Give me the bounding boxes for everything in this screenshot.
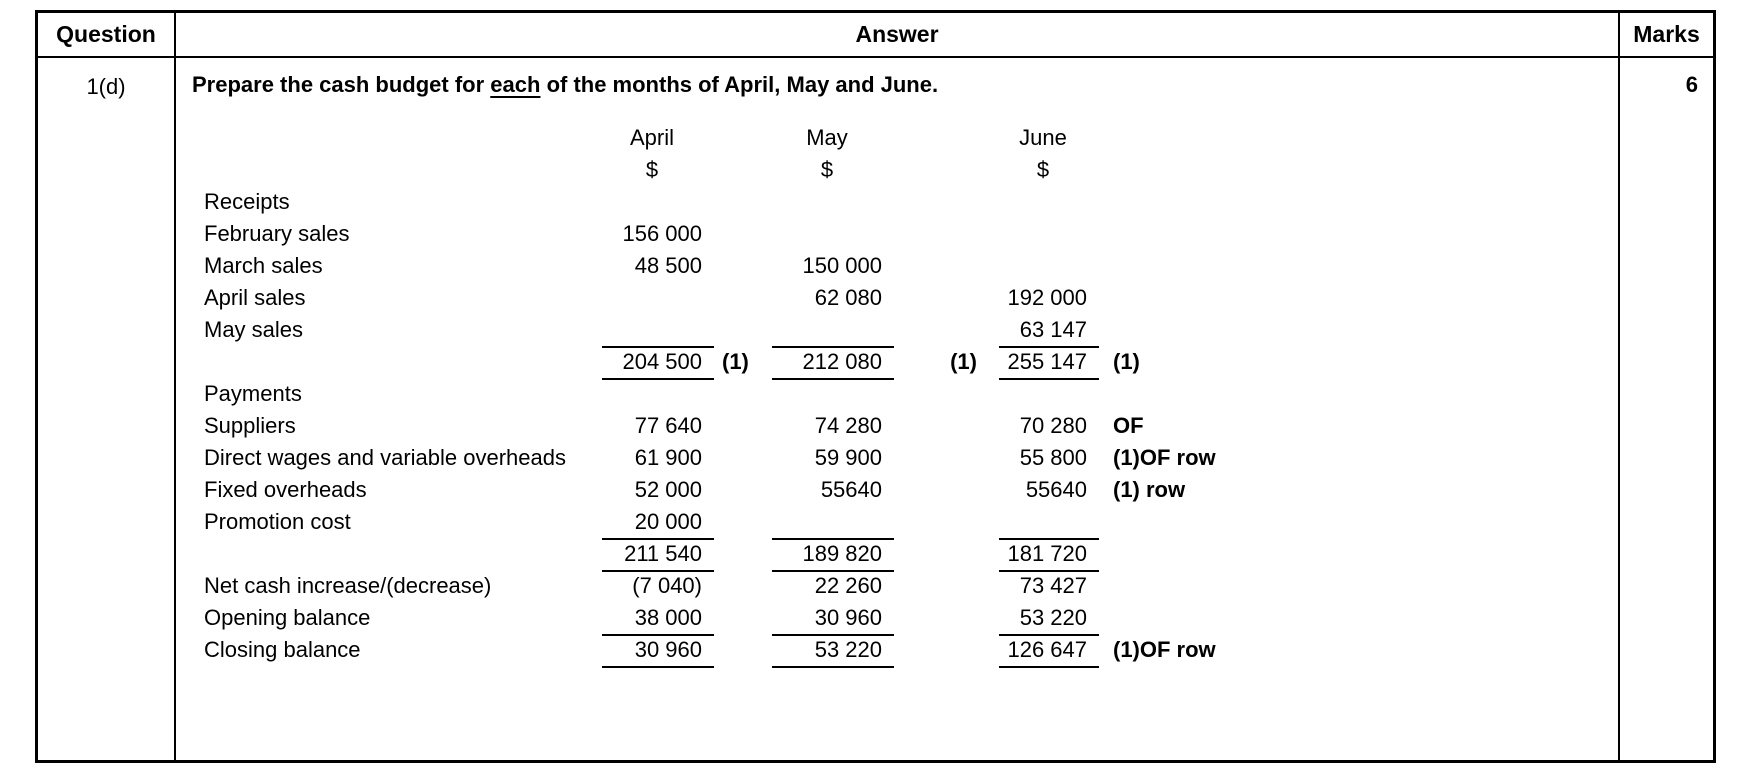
currency-june: $ (1036, 157, 1050, 182)
row-annotation (1099, 538, 1610, 572)
row-label: Opening balance (204, 605, 371, 630)
amount-may: 62 080 (814, 285, 882, 310)
month-header-june: June (1019, 125, 1067, 150)
row-label (204, 346, 602, 380)
currency-row (204, 154, 1610, 186)
row-annotation (1099, 570, 1610, 602)
amount-april: 77 640 (634, 413, 702, 438)
amount-june: 181 720 (999, 538, 1099, 572)
spacer-cell (1099, 122, 1610, 154)
budget-row (204, 442, 1610, 474)
budget-row (204, 218, 1610, 250)
amount-may (772, 378, 894, 410)
amount-april: 38 000 (602, 602, 714, 636)
row-label: May sales (204, 317, 304, 342)
amount-may (772, 186, 894, 218)
budget-row (204, 506, 1610, 538)
amount-may: 59 900 (814, 445, 882, 470)
currency-april: $ (645, 157, 659, 182)
budget-row (204, 250, 1610, 282)
mark-april (714, 378, 772, 410)
amount-june: 55 800 (1019, 445, 1087, 470)
amount-april: 204 500 (602, 346, 714, 380)
row-label: Receipts (204, 189, 290, 214)
amount-may: 53 220 (772, 634, 894, 668)
mark-april (714, 634, 772, 668)
spacer-cell (714, 122, 772, 154)
amount-june (999, 186, 1099, 218)
row-label: March sales (204, 253, 323, 278)
cash-budget (204, 122, 1610, 666)
mark-may (894, 570, 999, 602)
amount-april: 20 000 (602, 506, 714, 540)
mark-april (714, 186, 772, 218)
amount-april: (7 040) (632, 573, 702, 598)
mark-may (894, 474, 999, 506)
prompt-text-after: of the months of April, May and June. (540, 72, 939, 97)
amount-april: 30 960 (602, 634, 714, 668)
amount-april (602, 314, 714, 348)
amount-april (602, 378, 714, 410)
amount-april: 156 000 (622, 221, 702, 246)
mark-april (714, 314, 772, 348)
mark-may (894, 634, 999, 668)
mark-may (894, 314, 999, 348)
row-annotation (1099, 602, 1610, 636)
mark-may (894, 378, 999, 410)
amount-may (772, 506, 894, 540)
amount-june: 53 220 (999, 602, 1099, 636)
amount-april: 48 500 (634, 253, 702, 278)
mark-may (894, 442, 999, 474)
mark-scheme-table (35, 10, 1716, 763)
budget-row (204, 314, 1610, 346)
row-annotation: (1)OF row (1113, 637, 1216, 662)
spacer-cell (1099, 154, 1610, 186)
amount-june: 126 647 (999, 634, 1099, 668)
month-header-row (204, 122, 1610, 154)
spacer-cell (714, 154, 772, 186)
spacer-cell (204, 154, 602, 186)
prompt-text-before: Prepare the cash budget for (192, 72, 491, 97)
mark-april (714, 538, 772, 572)
mark-april (714, 250, 772, 282)
amount-may (772, 218, 894, 250)
amount-june (999, 378, 1099, 410)
row-annotation (1099, 282, 1610, 314)
amount-may (772, 314, 894, 348)
question-number-cell: 1(d) (38, 58, 176, 760)
row-annotation (1099, 186, 1610, 218)
row-annotation (1099, 314, 1610, 348)
budget-row (204, 634, 1610, 666)
spacer-cell (894, 154, 999, 186)
amount-june (999, 506, 1099, 540)
row-label (204, 538, 602, 572)
row-annotation (1099, 250, 1610, 282)
row-annotation: (1) row (1113, 477, 1186, 502)
answer-prompt (192, 72, 1610, 98)
row-label: April sales (204, 285, 306, 310)
month-header-april: April (629, 125, 674, 150)
row-annotation (1099, 378, 1610, 410)
mark-april (714, 474, 772, 506)
amount-june: 255 147 (999, 346, 1099, 380)
row-label: Direct wages and variable overheads (204, 445, 566, 470)
row-annotation: OF (1113, 413, 1144, 438)
amount-june: 73 427 (1019, 573, 1087, 598)
marks-cell: 6 (1685, 72, 1698, 97)
budget-rows (204, 186, 1610, 666)
budget-row (204, 602, 1610, 634)
row-label: Promotion cost (204, 509, 351, 534)
mark-may (894, 506, 999, 540)
row-label: Suppliers (204, 413, 296, 438)
budget-row (204, 474, 1610, 506)
spacer-cell (894, 122, 999, 154)
mark-may (894, 538, 999, 572)
amount-may: 189 820 (772, 538, 894, 572)
currency-may: $ (820, 157, 834, 182)
mark-may (894, 410, 999, 442)
column-header-marks: Marks (1620, 13, 1713, 58)
budget-row (204, 282, 1610, 314)
mark-april (714, 570, 772, 602)
amount-april: 52 000 (634, 477, 702, 502)
row-annotation: (1) (1113, 349, 1140, 374)
row-label: Net cash increase/(decrease) (204, 573, 492, 598)
row-annotation (1099, 506, 1610, 540)
budget-row (204, 378, 1610, 410)
mark-april (714, 282, 772, 314)
month-header-may: May (806, 125, 848, 150)
mark-may (894, 602, 999, 636)
amount-april: 211 540 (602, 538, 714, 572)
amount-may: 212 080 (772, 346, 894, 380)
amount-may: 150 000 (802, 253, 882, 278)
row-label: Closing balance (204, 637, 361, 662)
amount-may: 74 280 (814, 413, 882, 438)
row-annotation (1099, 218, 1610, 250)
column-header-question: Question (38, 13, 176, 58)
budget-row (204, 410, 1610, 442)
amount-june: 192 000 (1007, 285, 1087, 310)
budget-row (204, 570, 1610, 602)
mark-april (714, 442, 772, 474)
prompt-underlined-word: each (490, 72, 541, 97)
amount-may: 55640 (820, 477, 882, 502)
amount-april (602, 282, 714, 314)
amount-june: 55640 (1025, 477, 1087, 502)
row-annotation: (1)OF row (1113, 445, 1216, 470)
column-header-answer: Answer (176, 13, 1620, 58)
mark-april (714, 410, 772, 442)
amount-may: 30 960 (772, 602, 894, 636)
mark-may (894, 250, 999, 282)
mark-may (894, 218, 999, 250)
row-label: Fixed overheads (204, 477, 367, 502)
amount-june (999, 218, 1099, 250)
amount-june: 70 280 (1019, 413, 1087, 438)
answer-cell (176, 58, 1620, 760)
amount-may: 22 260 (814, 573, 882, 598)
mark-may (894, 282, 999, 314)
amount-april (602, 186, 714, 218)
budget-row (204, 186, 1610, 218)
mark-april (714, 218, 772, 250)
row-label: February sales (204, 221, 350, 246)
budget-row (204, 538, 1610, 570)
row-label: Payments (204, 381, 302, 406)
amount-june (999, 250, 1099, 282)
mark-may: (1) (950, 349, 977, 374)
mark-april (714, 506, 772, 540)
mark-may (894, 186, 999, 218)
spacer-cell (204, 122, 602, 154)
amount-april: 61 900 (634, 445, 702, 470)
budget-row (204, 346, 1610, 378)
mark-april: (1) (722, 349, 749, 374)
amount-june: 63 147 (999, 314, 1099, 348)
mark-april (714, 602, 772, 636)
